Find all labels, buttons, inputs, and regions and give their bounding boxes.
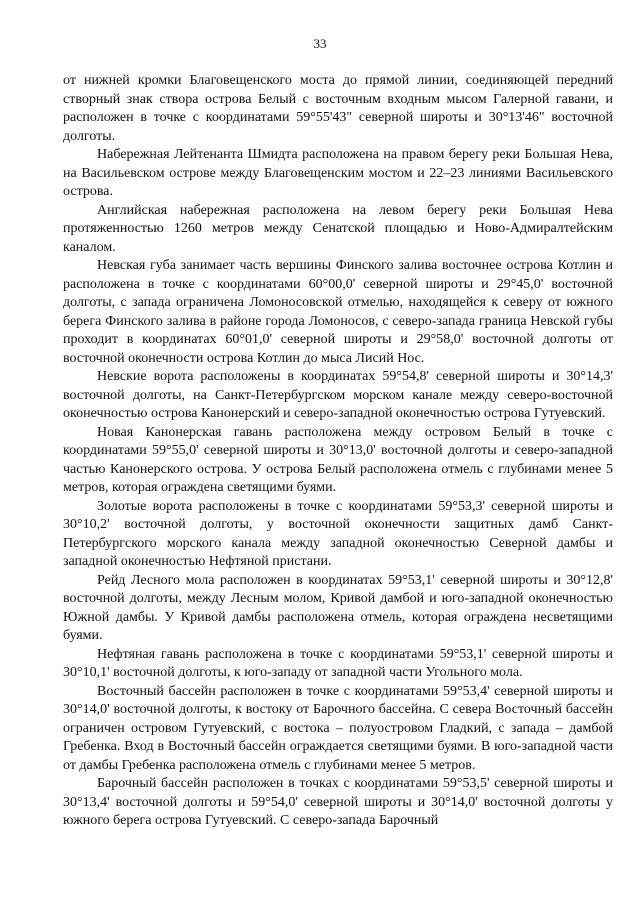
paragraph-5: Невские ворота расположены в координатах 59°54,8' северной широты и 30°14,3' восточной долготы, на Санкт-Петербургском морском канале между северо-восточной оконечностью острова Канонерский и северо-западной оконечностью острова Гутуевский. xyxy=(63,369,613,421)
body-text xyxy=(63,72,613,831)
paragraph-8: Рейд Лесного мола расположен в координатах 59°53,1' северной широты и 30°12,8' восточной долготы, между Лесным молом, Кривой дамбой и юго-западной оконечностью Южной дамбы. У Кривой дамбы расположена отмель, которая ограждена несветящими буями. xyxy=(63,572,613,643)
paragraph-10: Восточный бассейн расположен в точке с координатами 59°53,4' северной широты и 30°14,0' восточной долготы, к востоку от Барочного бассейна. С севера Восточный бассейн ограничен островом Гутуевский, с востока – полуостровом Гладкий, с запада – дамбой Гребенка. Вход в Восточный бассейн ограждается светящими буями. В юго-западной части от дамбы Гребенка расположена отмель с глубинами менее 5 метров. xyxy=(63,683,613,773)
paragraph-6: Новая Канонерская гавань расположена между островом Белый в точке с координатами 59°55,0' северной широты и 30°13,0' восточной долготы и северо-западной частью Канонерского острова. У острова Белый расположена отмель с глубинами менее 5 метров, которая ограждена светящими буями. xyxy=(63,424,613,495)
paragraph-2: Набережная Лейтенанта Шмидта расположена на правом берегу реки Большая Нева, на Васильевском острове между Благовещенским мостом и 22–23 линиями Васильевского острова. xyxy=(63,147,613,199)
paragraph-1: от нижней кромки Благовещенского моста до прямой линии, соединяющей передний створный знак створа острова Белый с восточным входным мысом Галерной гавани, и расположен в точке с координатами 59°55'43" северной широты и 30°13'46" восточной долготы. xyxy=(63,73,613,144)
paragraph-3: Английская набережная расположена на левом берегу реки Большая Нева протяженностью 1260 метров между Сенатской площадью и Ново-Адмиралтейским каналом. xyxy=(63,202,613,255)
page-number: 33 xyxy=(313,36,327,51)
paragraph-9: Нефтяная гавань расположена в точке с координатами 59°53,1' северной широты и 30°10,1' восточной долготы, к юго-западу от западной части Угольного мола. xyxy=(63,646,613,680)
paragraph-4: Невская губа занимает часть вершины Финского залива восточнее острова Котлин и расположена в точке с координатами 60°00,0' северной широты и 29°45,0' восточной долготы, с запада ограничена Ломоносовской отмелью, находящейся к северу от южного берега Финского залива в районе города Ломоносов, с северо-запада граница Невской губы проходит в координатах 60°01,0' северной широты и 29°58,0' восточной долготы от восточной оконечности острова Котлин до мыса Лисий Нос. xyxy=(63,258,613,366)
paragraph-7: Золотые ворота расположены в точке с координатами 59°53,3' северной широты и 30°10,2' восточной долготы, у восточной оконечности защитных дамб Санкт-Петербургского морского канала между западной оконечностью Северной дамбы и западной оконечностью Нефтяной пристани. xyxy=(63,498,613,569)
paragraph-11: Барочный бассейн расположен в точках с координатами 59°53,5' северной широты и 30°13,4' восточной долготы и 59°54,0' северной широты и 30°14,0' восточной долготы у южного берега острова Гутуевский. С северо-запада Барочный xyxy=(63,776,613,828)
